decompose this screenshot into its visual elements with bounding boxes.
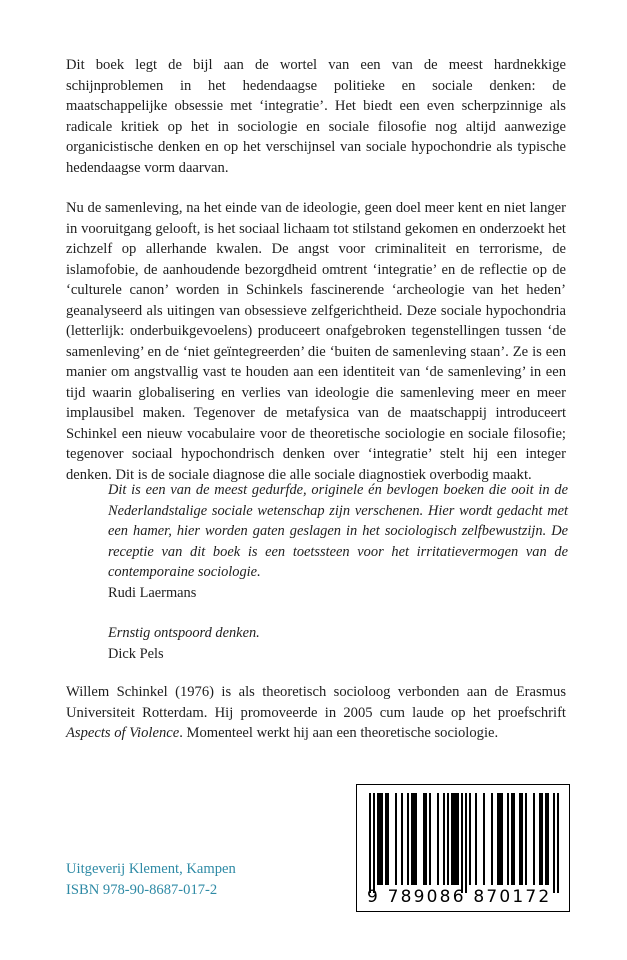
publisher-name: Uitgeverij Klement, Kampen [66, 861, 236, 877]
bio-text-start: Willem Schinkel (1976) is als theoretisch socioloog verbonden aan de Erasmus Universiteit Rotterdam. Hij promoveerde in 2005 cum laude op het proefschrift [66, 684, 566, 721]
author-bio [66, 682, 566, 744]
bio-text-end: . Momenteel werkt hij aan een theoretische sociologie. [179, 725, 499, 741]
barcode-bar [483, 793, 485, 885]
barcode-bar [453, 793, 455, 885]
barcode-bar [557, 793, 559, 893]
barcode-bar [423, 793, 425, 885]
barcode-digits: 9 789086 870172 [367, 887, 552, 907]
barcode-bar [499, 793, 501, 885]
barcode-bar [541, 793, 543, 885]
barcode-bar [407, 793, 409, 885]
barcode-bar [465, 793, 467, 893]
barcode-bar [521, 793, 523, 885]
blurb [66, 55, 566, 485]
quote-author: Rudi Laermans [108, 584, 197, 601]
dissertation-title: Aspects of Violence [66, 725, 180, 741]
barcode-bar [385, 793, 387, 885]
barcode-bar [507, 793, 509, 885]
quote-author: Dick Pels [108, 645, 164, 662]
barcode-bar [411, 793, 413, 885]
barcode-bar [547, 793, 549, 885]
barcode-bar [415, 793, 417, 885]
barcode-bar [377, 793, 379, 885]
barcode-bar [443, 793, 445, 885]
barcode-bar [501, 793, 503, 885]
barcode-bar [519, 793, 521, 885]
barcode-bar [369, 793, 371, 893]
barcode-bar [525, 793, 527, 885]
blurb-paragraph-1: Dit boek legt de bijl aan de wortel van een van de meest hardnekkige schijnproblemen in het hedendaagse politieke en sociale denken: de maatschappelijke obsessie met ‘integratie’. Het biedt een even scherpzinnige als radicale kritiek op het in sociologie en sociale filosofie nog altijd aanwezige organicistische denken en op het verschijnsel van sociale hypochondrie als typische hedendaagse vorm daarvan. [66, 57, 566, 176]
barcode-bar [497, 793, 499, 885]
barcode-bar [437, 793, 439, 885]
barcode-bar [491, 793, 493, 885]
barcode-bar [381, 793, 383, 885]
barcode-bar [457, 793, 459, 885]
barcode-bar [533, 793, 535, 885]
barcode-bar [373, 793, 375, 893]
barcode-bar [387, 793, 389, 885]
isbn: ISBN 978-90-8687-017-2 [66, 882, 218, 898]
barcode-bar [401, 793, 403, 885]
barcode-bar [451, 793, 453, 885]
barcode-bar [455, 793, 457, 885]
barcode-bar [511, 793, 513, 885]
barcode-bar [425, 793, 427, 885]
barcode-bar [539, 793, 541, 885]
publisher-info [66, 859, 236, 901]
barcode-bar [545, 793, 547, 885]
barcode-bar [513, 793, 515, 885]
barcode-bar [413, 793, 415, 885]
quote-text: Ernstig ontspoord denken. [108, 625, 260, 641]
barcode-bar [429, 793, 431, 885]
barcode [356, 784, 570, 912]
barcode-bar [461, 793, 463, 893]
quote-text: Dit is een van de meest gedurfde, originele én bevlogen boeken die ooit in de Nederlandstalige sociale wetenschap zijn verschenen. Hier wordt gedacht met een hamer, hier worden gaten geslagen in het sociologisch zelfbewustzijn. De receptie van dit boek is een toetssteen voor het irritatievermogen van de contemporaine sociologie. [108, 482, 568, 580]
blurb-paragraph-2: Nu de samenleving, na het einde van de ideologie, geen doel meer kent en niet langer in vooruitgang gelooft, is het sociaal lichaam tot stilstand gekomen en onderzoekt het zichzelf op allerhande kwalen. De angst voor criminaliteit en terrorisme, de islamofobie, de aanhoudende bezorgdheid omtrent ‘integratie’ en de reflectie op de ‘culturele canon’ worden in Schinkels fascinerende ‘archeologie van het heden’ geanalyseerd als uitingen van obsessieve zelfgerichtheid. Deze sociale hypochondria (letterlijk: onderbuikgevoelens) produceert onafgebroken tegenstellingen tussen ‘de samenleving’ en de ‘niet geïntegreerden’ die ‘buiten de samenleving staan’. Ze is een manier om angstvallig vast te houden aan een identiteit van ‘de samenleving’ in een tijd waarin globalisering en verlies van ideologie die samenleving meer en meer implausibel maken. Tegenover de metafysica van de maatschappij introduceert Schinkel een nieuw vocabulaire voor de theoretische sociologie en sociale filosofie; tegenover sociaal hypochondrisch denken over ‘integratie’ stelt hij een integer denken. Dit is de sociale diagnose die alle sociale diagnostiek overbodig maakt. [66, 200, 566, 483]
review-quote [108, 480, 568, 603]
review-quotes [108, 480, 568, 684]
barcode-bar [379, 793, 381, 885]
barcode-bar [395, 793, 397, 885]
barcode-bar [475, 793, 477, 885]
barcode-bar [469, 793, 471, 885]
barcode-bar [447, 793, 449, 885]
barcode-bar [553, 793, 555, 893]
review-quote [108, 623, 568, 664]
